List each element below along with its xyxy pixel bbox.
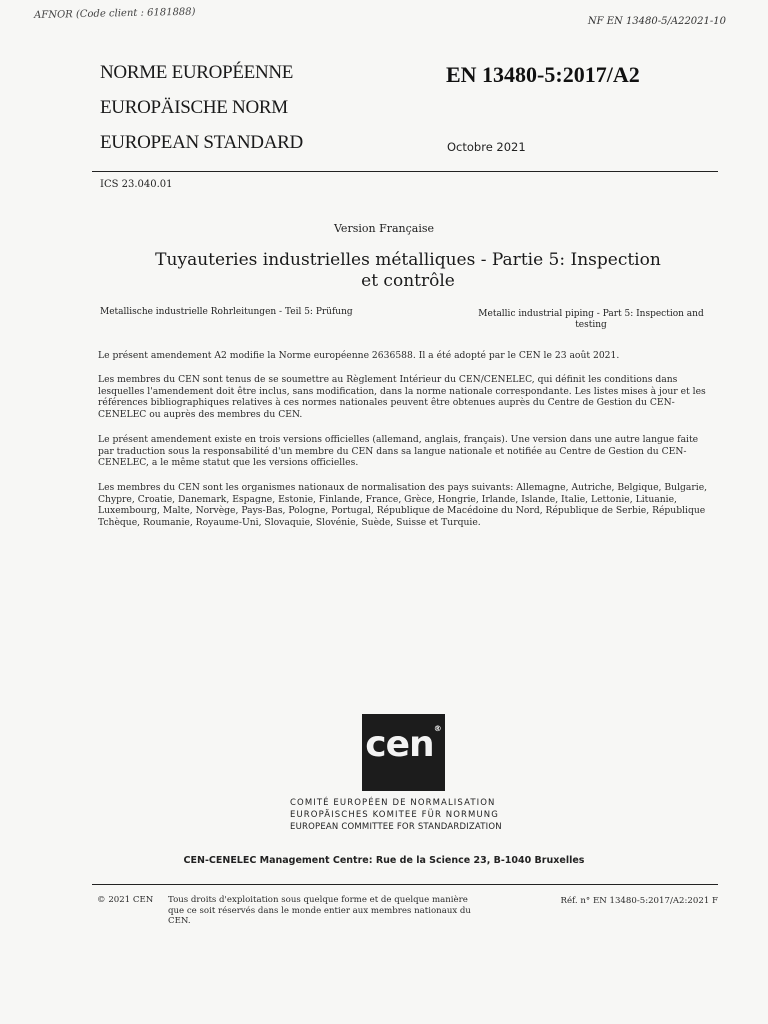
footer-divider (92, 884, 718, 885)
title-english: EUROPEAN STANDARD (100, 132, 303, 153)
committee-name-french: COMITÉ EUROPÉEN DE NORMALISATION (290, 798, 496, 808)
title-german: EUROPÄISCHE NORM (100, 97, 288, 118)
rights-line2: que ce soit réservés dans le monde entier aux membres nationaux du (168, 905, 471, 916)
main-title-line2: et contrôle (361, 271, 455, 291)
committee-name-german: EUROPÄISCHES KOMITEE FÜR NORMUNG (290, 810, 499, 820)
subtitle-english (466, 309, 716, 331)
subtitle-english-line2: testing (575, 320, 607, 330)
copyright: © 2021 CEN (97, 895, 154, 905)
client-stamp: AFNOR (Code client : 6181888) (34, 6, 196, 21)
publication-date: Octobre 2021 (447, 140, 526, 154)
committee-name-english: EUROPEAN COMMITTEE FOR STANDARDIZATION (290, 822, 502, 832)
paragraph-adoption: Le présent amendement A2 modifie la Norme européenne 2636588. Il a été adopté par le CEN le 23 août 2021. (98, 350, 620, 361)
management-centre-address: CEN-CENELEC Management Centre: Rue de la Science 23, B-1040 Bruxelles (183, 855, 585, 866)
subtitle-english-line1: Metallic industrial piping - Part 5: Inspection and (478, 309, 704, 319)
reference-number: Réf. n° EN 13480-5:2017/A2:2021 F (560, 896, 718, 906)
rights-statement (168, 895, 488, 927)
rights-line1: Tous droits d'exploitation sous quelque forme et de quelque manière (168, 895, 468, 905)
paragraph-versions: Le présent amendement existe en trois versions officielles (allemand, anglais, français). Une version dans une autre langue faite par traduction sous la responsabilité d'un membre du CEN dans sa langue nationale et notifiée au Centre de Gestion du CEN-CENELEC, a le même statut que les versions officielles. (98, 434, 699, 468)
subtitle-german: Metallische industrielle Rohrleitungen - Teil 5: Prüfung (100, 307, 353, 317)
main-title-line1: Tuyauteries industrielles métalliques - Partie 5: Inspection (155, 250, 661, 270)
standard-number: EN 13480-5:2017/A2 (446, 62, 640, 87)
paragraph-rules: Les membres du CEN sont tenus de se soumettre au Règlement Intérieur du CEN/CENELEC, qui définit les conditions dans lesquelles l'amendement doit être inclus, sans modification, dans la norme nationale correspondante. Les listes mises à jour et les références bibliographiques relatives à ces normes nationales peuvent être obtenues auprès du Centre de Gestion du CEN-CENELEC ou auprès des membres du CEN. (98, 374, 706, 420)
rights-line3: CEN. (168, 916, 191, 926)
cen-logo (362, 714, 445, 791)
main-title (150, 250, 666, 292)
paragraph-members: Les membres du CEN sont les organismes nationaux de normalisation des pays suivants: Allemagne, Autriche, Belgique, Bulgarie, Chypre, Croatie, Danemark, Espagne, Estonie, Finlande, France, Grèce, Hongrie, Irlande, Islande, Italie, Lettonie, Lituanie, Luxembourg, Malte, Norvège, Pays-Bas, Pologne, Portugal, République de Macédoine du Nord, République de Serbie, République Tchèque, Roumanie, Royaume-Uni, Slovaquie, Slovénie, Suède, Suisse et Turquie. (98, 482, 708, 528)
title-french: NORME EUROPÉENNE (100, 62, 294, 83)
version-label: Version Française (334, 222, 434, 235)
header-divider (92, 171, 718, 172)
document-reference-header: NF EN 13480-5/A22021-10 (587, 16, 726, 27)
cen-logo-text: cen (365, 724, 434, 765)
registered-mark: ® (433, 724, 442, 733)
ics-code: ICS 23.040.01 (100, 179, 173, 190)
